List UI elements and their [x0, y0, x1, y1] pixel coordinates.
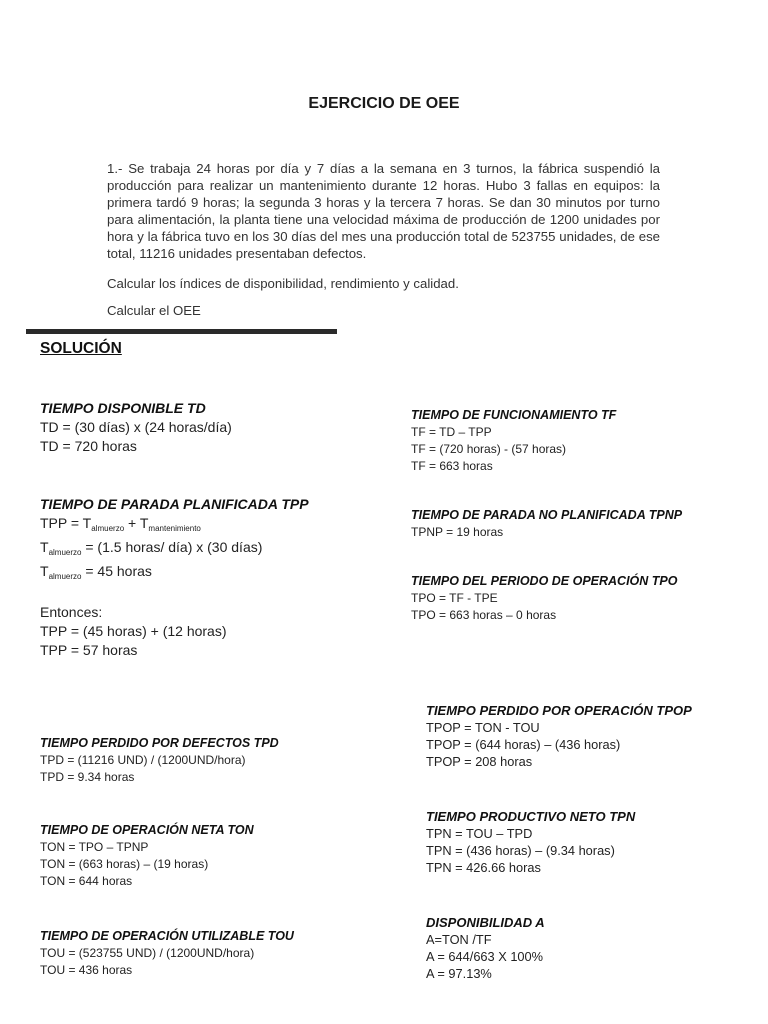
td-line1: TD = (30 días) x (24 horas/día)	[40, 419, 232, 435]
tpo-line2: TPO = 663 horas – 0 horas	[411, 608, 557, 622]
block-disponibilidad	[426, 914, 545, 982]
tpp-line5: TPP = 57 horas	[40, 642, 138, 658]
disp-heading: DISPONIBILIDAD A	[426, 915, 545, 930]
disp-line2: A = 644/663 X 100%	[426, 949, 544, 964]
document-title: EJERCICIO DE OEE	[308, 95, 460, 112]
block-tpd	[40, 735, 279, 786]
block-tpn	[426, 808, 635, 876]
ton-line1: TON = TPO – TPNP	[40, 840, 149, 854]
tpn-line3: TPN = 426.66 horas	[426, 860, 541, 875]
block-tpop	[426, 702, 692, 770]
tou-heading: TIEMPO DE OPERACIÓN UTILIZABLE TOU	[40, 929, 294, 943]
tf-line2: TF = (720 horas) - (57 horas)	[411, 442, 567, 456]
solution-heading: SOLUCIÓN	[40, 340, 122, 357]
tpnp-line1: TPNP = 19 horas	[411, 525, 504, 539]
ton-line3: TON = 644 horas	[40, 874, 133, 888]
block-tou	[40, 928, 294, 979]
ton-heading: TIEMPO DE OPERACIÓN NETA TON	[40, 823, 254, 837]
tpd-line2: TPD = 9.34 horas	[40, 770, 135, 784]
td-heading: TIEMPO DISPONIBLE TD	[40, 400, 206, 416]
tf-line3: TF = 663 horas	[411, 459, 493, 473]
tpp-line1: TPP = $T_{almuerzo} + T_{mantenimiento}$	[40, 515, 201, 533]
tou-line1: TOU = (523755 UND) / (1200UND/hora)	[40, 946, 255, 960]
tf-line1: TF = TD – TPP	[411, 425, 492, 439]
tpd-line1: TPD = (11216 UND) / (1200UND/hora)	[40, 753, 246, 767]
block-ton	[40, 822, 254, 890]
tpn-line2: TPN = (436 horas) – (9.34 horas)	[426, 843, 615, 858]
tpn-heading: TIEMPO PRODUCTIVO NETO TPN	[426, 809, 636, 824]
tpo-heading: TIEMPO DEL PERIODO DE OPERACIÓN TPO	[411, 574, 678, 588]
problem-statement: 1.- Se trabaja 24 horas por día y 7 días a la semana en 3 turnos, la fábrica suspendió la producción para realizar un mantenimiento durante 12 horas. Hubo 3 fallas en equipos: la primera tardó 9 horas; la segunda 3 horas y la tercera 7 horas. Se dan 30 minutos por turno para alimentación, la planta tiene una velocidad máxima de producción de 1200 unidades por hora y la fábrica tuvo en los 30 días del mes una producción total de 523755 unidades, de ese total, 11216 unidades presentaban defectos.	[107, 161, 660, 261]
tpop-heading: TIEMPO PERDIDO POR OPERACIÓN TPOP	[426, 703, 692, 718]
tpop-line3: TPOP = 208 horas	[426, 754, 533, 769]
section-divider	[26, 329, 337, 334]
tpp-line3: $T_{almuerzo} = 45$ horas	[40, 563, 152, 581]
disp-line1: A=TON /TF	[426, 932, 492, 947]
tpp-then: Entonces:	[40, 604, 103, 620]
task-indices: Calcular los índices de disponibilidad, rendimiento y calidad.	[107, 276, 459, 291]
tpop-line1: TPOP = TON - TOU	[426, 720, 540, 735]
block-tpnp	[411, 507, 682, 541]
tpnp-heading: TIEMPO DE PARADA NO PLANIFICADA TPNP	[411, 508, 683, 522]
ton-line2: TON = (663 horas) – (19 horas)	[40, 857, 209, 871]
block-tpo	[411, 573, 677, 624]
tpn-line1: TPN = TOU – TPD	[426, 826, 533, 841]
tf-heading: TIEMPO DE FUNCIONAMIENTO TF	[411, 408, 617, 422]
td-line2: TD = 720 horas	[40, 438, 137, 454]
task-oee: Calcular el OEE	[107, 303, 201, 318]
tpo-line1: TPO = TF - TPE	[411, 591, 498, 605]
block-tf	[411, 407, 616, 475]
tou-line2: TOU = 436 horas	[40, 963, 133, 977]
block-tpp	[40, 495, 309, 660]
tpop-line2: TPOP = (644 horas) – (436 horas)	[426, 737, 621, 752]
block-td	[40, 399, 232, 456]
disp-line3: A = 97.13%	[426, 966, 492, 981]
tpp-heading: TIEMPO DE PARADA PLANIFICADA TPP	[40, 496, 309, 512]
tpp-line4: TPP = (45 horas) + (12 horas)	[40, 623, 227, 639]
tpd-heading: TIEMPO PERDIDO POR DEFECTOS TPD	[40, 736, 279, 750]
tpp-line2: $T_{almuerzo} = (1.5$ horas/ día) x (30 días)	[40, 539, 263, 557]
